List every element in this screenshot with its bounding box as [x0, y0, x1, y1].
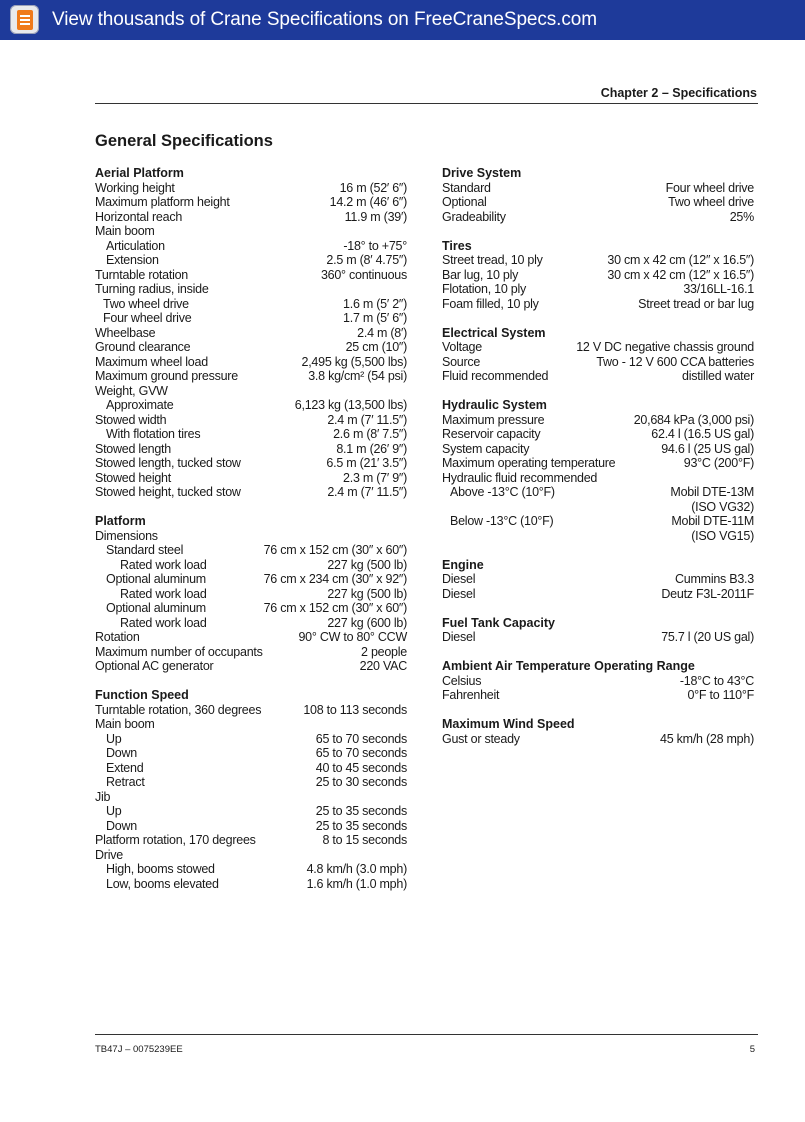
spec-label: Platform rotation, 170 degrees	[95, 833, 256, 847]
spec-row	[442, 282, 754, 297]
chapter-heading: Chapter 2 – Specifications	[600, 86, 757, 100]
spec-label: Retract	[106, 775, 145, 789]
spec-value: (ISO VG15)	[691, 528, 754, 543]
spec-label: Diesel	[442, 630, 476, 644]
spec-row	[442, 340, 754, 355]
spec-label: Working height	[95, 180, 175, 195]
spec-row	[95, 398, 407, 413]
spec-label: Rated work load	[120, 615, 207, 630]
spec-value: 3.8 kg/cm² (54 psi)	[308, 369, 407, 383]
spec-label: Horizontal reach	[95, 209, 183, 224]
spec-label: Ground clearance	[95, 340, 191, 354]
spec-value: 108 to 113 seconds	[303, 702, 407, 717]
spec-label: Articulation	[106, 238, 165, 253]
spec-value: (ISO VG32)	[691, 499, 754, 514]
spec-label: Maximum operating temperature	[442, 456, 616, 470]
spec-row	[442, 732, 754, 747]
spec-value: 227 kg (600 lb)	[327, 615, 407, 630]
spec-row	[95, 239, 407, 254]
spec-label: Main boom	[95, 717, 155, 731]
section-aerial-platform	[95, 166, 407, 500]
spec-row	[442, 195, 754, 210]
spec-row	[442, 688, 754, 703]
spec-value: 25 to 35 seconds	[315, 818, 407, 833]
spec-value: Four wheel drive	[665, 180, 754, 195]
page-number: 5	[749, 1044, 755, 1055]
section-wind-speed	[442, 717, 754, 746]
spec-label: Stowed length, tucked stow	[95, 456, 241, 470]
spec-value: 2.6 m (8′ 7.5″)	[333, 427, 407, 441]
spec-label: Flotation, 10 ply	[442, 282, 526, 296]
spec-row	[442, 471, 754, 486]
spec-row	[442, 253, 754, 268]
spec-value: 76 cm x 234 cm (30″ x 92″)	[263, 572, 407, 586]
spec-label: Turning radius, inside	[95, 282, 209, 296]
spec-label: Foam filled, 10 ply	[442, 296, 539, 311]
spec-value: 65 to 70 seconds	[315, 746, 407, 760]
spec-row	[95, 616, 407, 631]
spec-value: 220 VAC	[359, 659, 407, 673]
spec-label: Approximate	[106, 398, 174, 412]
spec-value: Deutz F3L-2011F	[661, 586, 754, 601]
spec-row	[95, 587, 407, 602]
spec-value: 94.6 l (25 US gal)	[661, 441, 754, 456]
spec-label: Below -13°C (10°F)	[450, 514, 554, 528]
spec-label: Turntable rotation, 360 degrees	[95, 702, 262, 717]
spec-row	[442, 268, 754, 283]
spec-row	[95, 471, 407, 486]
spec-row	[95, 485, 407, 500]
spec-label: Stowed width	[95, 412, 167, 427]
right-column	[442, 166, 754, 761]
document-icon	[10, 5, 39, 34]
spec-value: 90° CW to 80° CCW	[298, 630, 407, 644]
spec-value: 12 V DC negative chassis ground	[576, 340, 754, 354]
spec-label: Stowed length	[95, 441, 171, 456]
banner-link[interactable]: View thousands of Crane Specifications on FreeCraneSpecs.com	[52, 9, 597, 30]
spec-row	[95, 311, 407, 326]
spec-label: Celsius	[442, 673, 482, 688]
section-fuel-tank	[442, 616, 754, 645]
spec-row	[95, 181, 407, 196]
spec-value: 14.2 m (46′ 6″)	[329, 195, 407, 209]
spec-label: Diesel	[442, 586, 476, 601]
spec-value: 20,684 kPa (3,000 psi)	[633, 412, 754, 427]
spec-row	[95, 630, 407, 645]
spec-row	[95, 848, 407, 863]
spec-row	[442, 427, 754, 442]
spec-row	[95, 819, 407, 834]
spec-label: Bar lug, 10 ply	[442, 267, 519, 282]
spec-value: 2.5 m (8′ 4.75″)	[326, 253, 407, 267]
spec-value: 6.5 m (21′ 3.5″)	[326, 456, 407, 470]
spec-value: 8 to 15 seconds	[322, 833, 407, 847]
spec-value: 0°F to 110°F	[687, 688, 754, 702]
spec-row	[442, 587, 754, 602]
spec-value: 25 to 30 seconds	[315, 775, 407, 789]
spec-row	[442, 442, 754, 457]
spec-label: Extension	[106, 253, 159, 267]
spec-row	[442, 456, 754, 471]
spec-label: Optional	[442, 195, 487, 209]
spec-label: Fahrenheit	[442, 688, 500, 702]
spec-value: 1.7 m (5′ 6″)	[343, 311, 407, 325]
spec-label: Above -13°C (10°F)	[450, 485, 555, 499]
section-title: Engine	[442, 557, 484, 572]
spec-row	[95, 790, 407, 805]
spec-value: -18°C to 43°C	[679, 673, 754, 688]
spec-row	[95, 717, 407, 732]
spec-row	[95, 543, 407, 558]
spec-row	[95, 703, 407, 718]
spec-row	[95, 862, 407, 877]
spec-value: 30 cm x 42 cm (12″ x 16.5″)	[607, 267, 754, 282]
spec-value: 2 people	[361, 644, 407, 659]
spec-label: Maximum platform height	[95, 195, 230, 209]
section-platform	[95, 514, 407, 674]
spec-value: 8.1 m (26′ 9″)	[336, 441, 407, 456]
spec-label: Turntable rotation	[95, 267, 189, 282]
spec-label: Extend	[106, 760, 144, 775]
spec-row	[442, 181, 754, 196]
spec-label: Diesel	[442, 572, 476, 586]
spec-label: Fluid recommended	[442, 369, 549, 383]
spec-value: 2,495 kg (5,500 lbs)	[301, 354, 407, 369]
spec-value: Cummins B3.3	[675, 572, 754, 586]
spec-value: 76 cm x 152 cm (30″ x 60″)	[263, 543, 407, 557]
spec-row	[95, 326, 407, 341]
spec-row	[95, 413, 407, 428]
spec-value: 2.3 m (7′ 9″)	[343, 470, 407, 485]
spec-row	[95, 529, 407, 544]
spec-row	[95, 456, 407, 471]
spec-value: 33/16LL-16.1	[683, 282, 754, 296]
spec-row	[95, 442, 407, 457]
spec-row	[95, 427, 407, 442]
spec-value: 76 cm x 152 cm (30″ x 60″)	[263, 601, 407, 615]
spec-label: Maximum wheel load	[95, 354, 208, 369]
spec-row	[95, 282, 407, 297]
section-title: Electrical System	[442, 325, 546, 340]
spec-label: Stowed height, tucked stow	[95, 485, 241, 499]
section-title: Aerial Platform	[95, 166, 184, 180]
section-function-speed	[95, 688, 407, 891]
spec-label: Maximum ground pressure	[95, 369, 238, 383]
spec-value: 25 cm (10″)	[345, 340, 407, 354]
spec-row	[95, 833, 407, 848]
spec-row	[442, 413, 754, 428]
spec-label: Optional AC generator	[95, 659, 214, 673]
spec-value: 360° continuous	[320, 267, 407, 282]
spec-value: 4.8 km/h (3.0 mph)	[306, 862, 407, 876]
spec-label: Wheelbase	[95, 325, 156, 340]
spec-label: Down	[106, 746, 137, 760]
spec-row	[95, 558, 407, 573]
spec-row	[95, 775, 407, 790]
spec-label: Weight, GVW	[95, 383, 168, 398]
spec-label: Two wheel drive	[103, 296, 189, 311]
document-id: TB47J – 0075239EE	[95, 1044, 183, 1055]
spec-row	[95, 384, 407, 399]
section-hydraulic-system	[442, 398, 754, 543]
spec-value: Mobil DTE-13M	[670, 485, 754, 499]
spec-label: Street tread, 10 ply	[442, 253, 543, 267]
spec-row	[95, 877, 407, 892]
spec-label: Up	[106, 731, 122, 746]
spec-value: 1.6 m (5′ 2″)	[343, 296, 407, 311]
spec-value: 6,123 kg (13,500 lbs)	[294, 398, 407, 412]
spec-label: Low, booms elevated	[106, 876, 219, 891]
left-column	[95, 166, 407, 906]
spec-label: Maximum pressure	[442, 412, 545, 427]
spec-label: Voltage	[442, 340, 482, 354]
spec-label: Down	[106, 818, 137, 833]
spec-row	[95, 253, 407, 268]
spec-value: 227 kg (500 lb)	[327, 557, 407, 572]
spec-row	[442, 500, 754, 515]
section-title: Function Speed	[95, 688, 189, 702]
spec-row	[95, 268, 407, 283]
footer-rule	[95, 1034, 758, 1035]
spec-row	[442, 529, 754, 544]
section-drive-system	[442, 166, 754, 224]
spec-label: Jib	[95, 789, 111, 804]
section-title: Fuel Tank Capacity	[442, 615, 555, 630]
spec-label: Reservoir capacity	[442, 427, 541, 441]
spec-value: 2.4 m (7′ 11.5″)	[327, 485, 407, 499]
spec-value: 2.4 m (7′ 11.5″)	[327, 412, 407, 427]
spec-row	[95, 659, 407, 674]
section-title: Ambient Air Temperature Operating Range	[442, 659, 695, 673]
spec-row	[95, 340, 407, 355]
spec-value: distilled water	[682, 369, 754, 383]
spec-label: Standard	[442, 180, 491, 195]
spec-value: 227 kg (500 lb)	[327, 586, 407, 601]
section-title: Tires	[442, 238, 472, 253]
spec-value: 45 km/h (28 mph)	[660, 731, 754, 746]
spec-row	[442, 297, 754, 312]
section-engine	[442, 558, 754, 602]
spec-row	[95, 645, 407, 660]
spec-value: 25%	[729, 209, 754, 224]
spec-value: 62.4 l (16.5 US gal)	[651, 427, 754, 441]
spec-value: 93°C (200°F)	[683, 456, 754, 470]
spec-value: 11.9 m (39′)	[344, 209, 407, 224]
spec-row	[95, 297, 407, 312]
spec-label: Stowed height	[95, 470, 171, 485]
spec-row	[442, 630, 754, 645]
spec-label: With flotation tires	[106, 427, 201, 441]
spec-row	[95, 224, 407, 239]
spec-label: Maximum number of occupants	[95, 644, 263, 659]
spec-value: Street tread or bar lug	[638, 296, 754, 311]
spec-value: 30 cm x 42 cm (12″ x 16.5″)	[607, 253, 754, 267]
section-title: Platform	[95, 514, 146, 528]
spec-label: Source	[442, 354, 481, 369]
spec-row	[442, 572, 754, 587]
section-tires	[442, 239, 754, 312]
spec-label: Standard steel	[106, 543, 184, 557]
page-title: General Specifications	[95, 132, 273, 150]
spec-value: -18° to +75°	[343, 238, 407, 253]
spec-label: Rotation	[95, 630, 140, 644]
spec-row	[95, 355, 407, 370]
spec-row	[95, 761, 407, 776]
spec-row	[442, 514, 754, 529]
section-electrical-system	[442, 326, 754, 384]
spec-value: 1.6 km/h (1.0 mph)	[306, 876, 407, 891]
spec-row	[95, 210, 407, 225]
spec-label: Optional aluminum	[106, 601, 206, 615]
spec-value: 75.7 l (20 US gal)	[661, 630, 754, 644]
spec-value: Two - 12 V 600 CCA batteries	[596, 354, 754, 369]
spec-label: Dimensions	[95, 528, 158, 543]
section-title: Drive System	[442, 166, 522, 180]
spec-row	[95, 804, 407, 819]
spec-row	[95, 732, 407, 747]
spec-row	[442, 674, 754, 689]
spec-row	[95, 572, 407, 587]
spec-value: 16 m (52′ 6″)	[339, 180, 407, 195]
spec-value: Two wheel drive	[668, 195, 754, 209]
spec-value: Mobil DTE-11M	[671, 514, 754, 528]
spec-row	[442, 485, 754, 500]
spec-row	[95, 369, 407, 384]
section-title: Hydraulic System	[442, 398, 547, 412]
spec-label: High, booms stowed	[106, 862, 215, 876]
spec-value: 65 to 70 seconds	[315, 731, 407, 746]
section-title: Maximum Wind Speed	[442, 717, 575, 731]
header-rule	[95, 103, 758, 104]
spec-label: Optional aluminum	[106, 572, 206, 586]
spec-row	[95, 195, 407, 210]
spec-value: 40 to 45 seconds	[315, 760, 407, 775]
spec-row	[95, 601, 407, 616]
spec-value: 2.4 m (8′)	[357, 325, 407, 340]
top-banner[interactable]	[0, 0, 805, 40]
spec-row	[442, 355, 754, 370]
spec-label: Rated work load	[120, 586, 207, 601]
spec-label: Hydraulic fluid recommended	[442, 470, 598, 485]
spec-row	[442, 369, 754, 384]
spec-value: 25 to 35 seconds	[315, 804, 407, 818]
spec-label: Rated work load	[120, 557, 207, 572]
spec-label: Drive	[95, 847, 123, 862]
spec-row	[442, 210, 754, 225]
section-ambient-temperature	[442, 659, 754, 703]
spec-label: Main boom	[95, 224, 155, 238]
spec-row	[95, 746, 407, 761]
spec-label: Four wheel drive	[103, 311, 192, 325]
spec-label: Up	[106, 804, 122, 818]
spec-label: Gust or steady	[442, 731, 520, 746]
spec-label: System capacity	[442, 441, 530, 456]
spec-label: Gradeability	[442, 209, 506, 224]
